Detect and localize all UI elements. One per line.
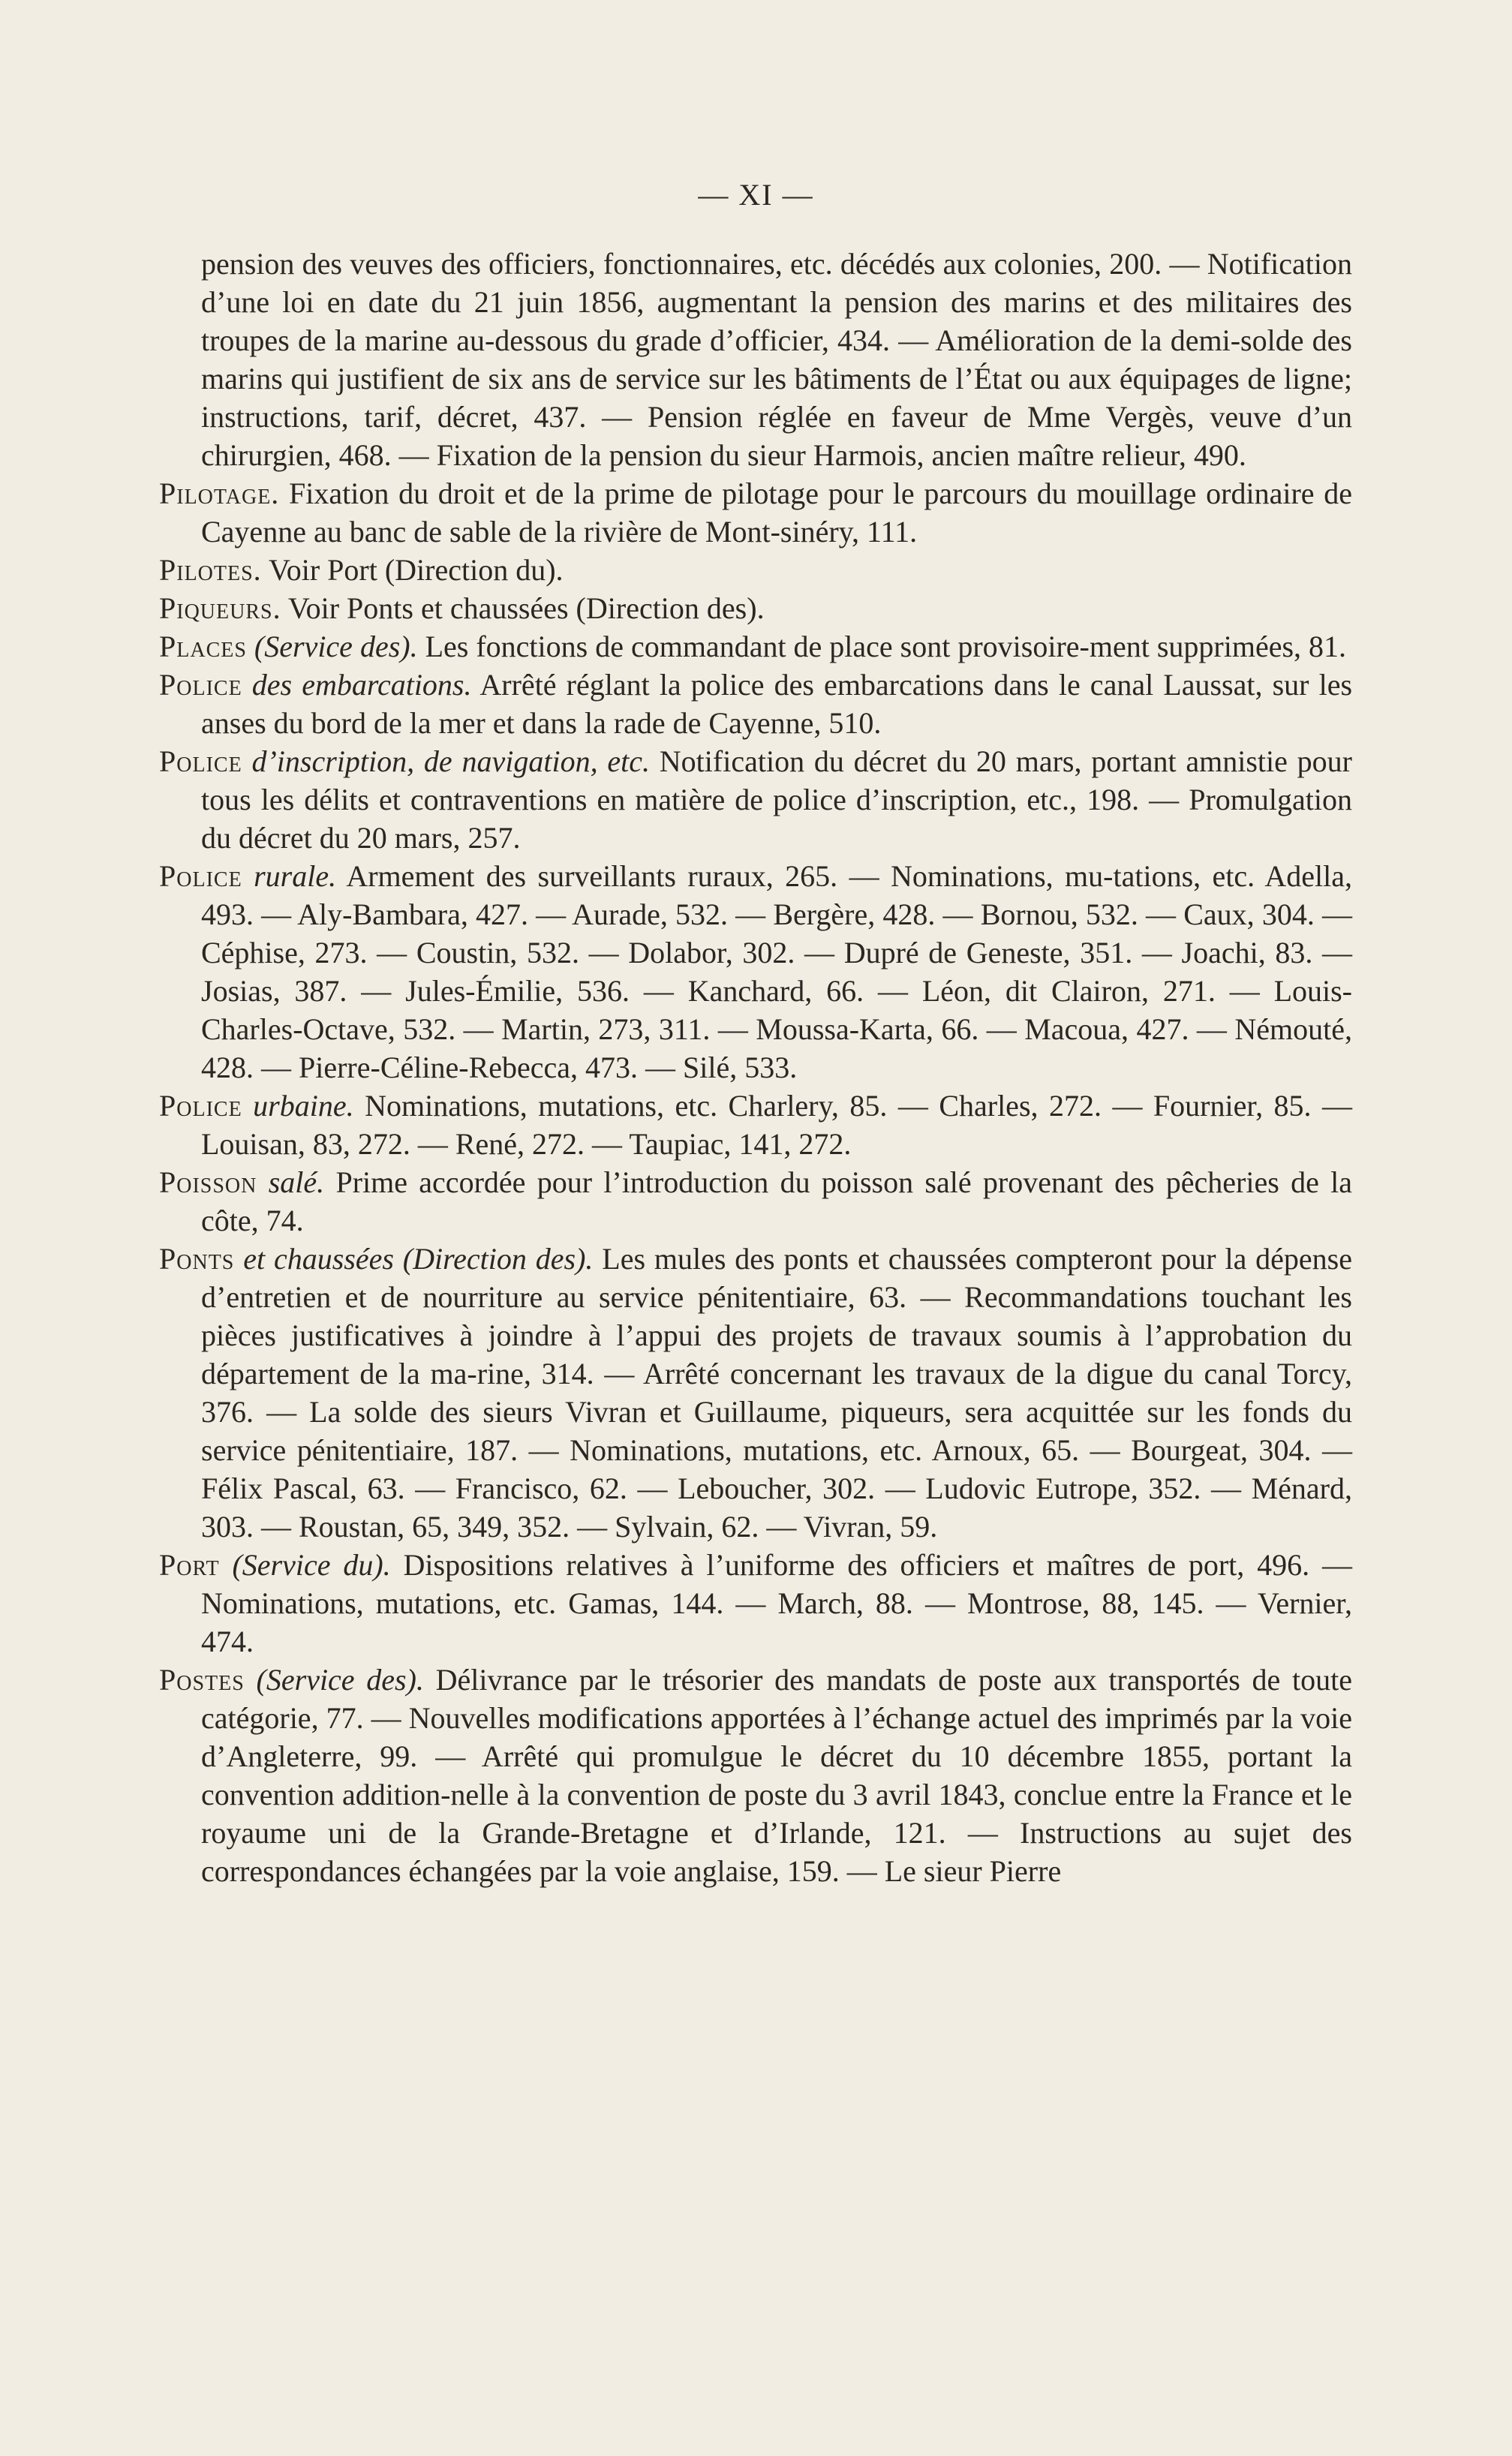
entry-subheading: rurale. bbox=[254, 859, 337, 893]
entry-text: Les mules des ponts et chaussées compteront pour la dépense d’entretien et de nourriture au service pénitentiaire, 63. — Recommandations touchant les pièces justificatives à joindre à l’appui des projets de travaux soumis à l’approbation du département de la ma-rine, 314. — Arrêté concernant les travaux de la digue du canal Torcy, 376. — La solde des sieurs Vivran et Guillaume, piqueurs, sera acquittée sur les fonds du service pénitentiaire, 187. — Nominations, mutations, etc. Arnoux, 65. — Bourgeat, 304. — Félix Pascal, 63. — Francisco, 62. — Leboucher, 302. — Ludovic Eutrope, 352. — Ménard, 303. — Roustan, 65, 349, 352. — Sylvain, 62. — Vivran, 59. bbox=[201, 1242, 1353, 1544]
entry-subheading: d’inscription, de navigation, etc. bbox=[251, 744, 650, 778]
entry-subheading: salé. bbox=[268, 1165, 325, 1199]
entry-text: Prime accordée pour l’introduction du poisson salé provenant des pêcheries de la côte, 74. bbox=[201, 1165, 1353, 1237]
index-entry-police-embarcations bbox=[159, 666, 1352, 742]
entry-heading: Ponts bbox=[159, 1242, 235, 1276]
index-entry-piqueurs bbox=[159, 589, 1352, 627]
entry-heading: Pilotage. bbox=[159, 476, 280, 510]
entry-heading: Postes bbox=[159, 1663, 245, 1697]
index-entry-pilotage bbox=[159, 474, 1352, 551]
index-entry-pensions-continued bbox=[159, 245, 1352, 474]
index-entry-police-inscription bbox=[159, 742, 1352, 857]
entry-text: pension des veuves des officiers, fonctionnaires, etc. décédés aux colonies, 200. — Notification d’une loi en date du 21 juin 1856, augmentant la pension des marins et des militaires des troupes de la marine au-dessous du grade d’officier, 434. — Amélioration de la demi-solde des marins qui justifient de six ans de service sur les bâtiments de l’État ou aux équipages de ligne; instructions, tarif, décret, 437. — Pension réglée en faveur de Mme Vergès, veuve d’un chirurgien, 468. — Fixation de la pension du sieur Harmois, ancien maître relieur, 490. bbox=[201, 247, 1352, 472]
index-entry-pilotes bbox=[159, 551, 1352, 589]
entry-heading: Police bbox=[159, 744, 242, 778]
index-entry-port bbox=[159, 1546, 1352, 1661]
entry-text: Voir Port (Direction du). bbox=[268, 553, 564, 587]
entry-subheading: (Service des). bbox=[256, 1663, 424, 1697]
index-entry-ponts-chaussees bbox=[159, 1240, 1352, 1546]
entry-heading: Police bbox=[159, 859, 242, 893]
index-entry-places bbox=[159, 627, 1352, 666]
entry-text: Armement des surveillants ruraux, 265. — Nominations, mu-tations, etc. Adella, 493. — Aly-Bambara, 427. — Aurade, 532. — Bergère, 428. — Bornou, 532. — Caux, 304. — Céphise, 273. — Coustin, 532. — Dolabor, 302. — Dupré de Geneste, 351. — Joachi, 83. — Josias, 387. — Jules-Émilie, 536. — Kanchard, 66. — Léon, dit Clairon, 271. — Louis-Charles-Octave, 532. — Martin, 273, 311. — Moussa-Karta, 66. — Macoua, 427. — Némouté, 428. — Pierre-Céline-Rebecca, 473. — Silé, 533. bbox=[201, 859, 1353, 1084]
entry-heading: Poisson bbox=[159, 1165, 257, 1199]
index-entry-police-rurale bbox=[159, 857, 1352, 1087]
entry-subheading: des embarcations. bbox=[251, 668, 472, 702]
entry-heading: Police bbox=[159, 668, 242, 702]
entry-heading: Pilotes. bbox=[159, 553, 262, 587]
entry-subheading: (Service des). bbox=[254, 630, 418, 663]
entry-subheading: (Service du). bbox=[232, 1548, 391, 1582]
entry-text: Délivrance par le trésorier des mandats de poste aux transportés de toute catégorie, 77. — Nouvelles modifications apportées à l’échange actuel des imprimés par la voie d’Angleterre, 99. — Arrêté qui promulgue le décret du 10 décembre 1855, portant la convention addition-nelle à la convention de poste du 3 avril 1843, conclue entre la France et le royaume uni de la Grande-Bretagne et d’Irlande, 121. — Instructions au sujet des correspondances échangées par la voie anglaise, 159. — Le sieur Pierre bbox=[201, 1663, 1352, 1888]
entry-text: Notification du décret du 20 mars, portant amnistie pour tous les délits et contraventions en matière de police d’inscription, etc., 198. — Promulgation du décret du 20 mars, 257. bbox=[201, 744, 1353, 855]
index-entry-police-urbaine bbox=[159, 1087, 1352, 1163]
entry-text: Arrêté réglant la police des embarcations dans le canal Laussat, sur les anses du bord de la mer et dans la rade de Cayenne, 510. bbox=[201, 668, 1353, 740]
index-entry-poisson-sale bbox=[159, 1163, 1352, 1240]
entry-heading: Places bbox=[159, 630, 247, 663]
index-column bbox=[159, 245, 1352, 1890]
entry-heading: Police bbox=[159, 1089, 242, 1123]
entry-subheading: urbaine. bbox=[253, 1089, 354, 1123]
entry-subheading: et chaussées (Direction des). bbox=[243, 1242, 594, 1276]
entry-text: Fixation du droit et de la prime de pilotage pour le parcours du mouillage ordinaire de Cayenne au banc de sable de la rivière de Mont-sinéry, 111. bbox=[201, 476, 1352, 549]
page-number: — XI — bbox=[698, 178, 814, 212]
entry-text: Voir Ponts et chaussées (Direction des). bbox=[287, 591, 765, 625]
entry-text: Les fonctions de commandant de place sont provisoire-ment supprimées, 81. bbox=[425, 630, 1347, 663]
entry-heading: Port bbox=[159, 1548, 220, 1582]
entry-heading: Piqueurs. bbox=[159, 591, 281, 625]
index-entry-postes bbox=[159, 1661, 1352, 1890]
entry-text: Nominations, mutations, etc. Charlery, 85. — Charles, 272. — Fournier, 85. — Louisan, 83, 272. — René, 272. — Taupiac, 141, 272. bbox=[201, 1089, 1353, 1161]
entry-text: Dispositions relatives à l’uniforme des officiers et maîtres de port, 496. — Nominations, mutations, etc. Gamas, 144. — March, 88. — Montrose, 88, 145. — Vernier, 474. bbox=[201, 1548, 1353, 1658]
